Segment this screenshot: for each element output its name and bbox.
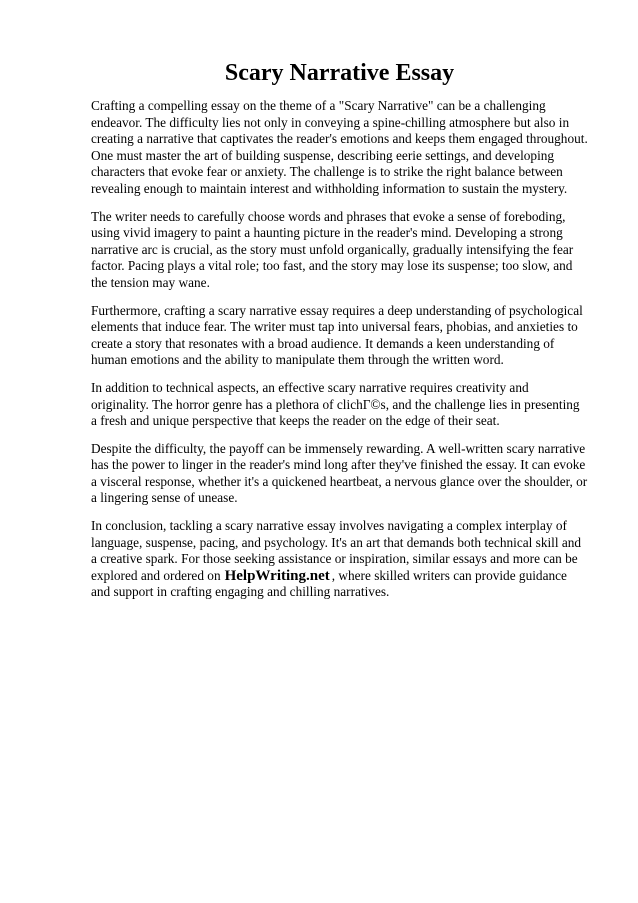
paragraph-1: Crafting a compelling essay on the theme of a "Scary Narrative" can be a challenging endeavor. The difficulty lies not only in conveying a spine-chilling atmosphere but also in creating a narrative that captivates the reader's emotions and keeps them engaged throughout. One must master the art of building suspense, describing eerie settings, and developing characters that evoke fear or anxiety. The challenge is to strike the right balance between revealing enough to maintain interest and withholding information to sustain the mystery. [91,98,588,196]
conclusion-text-before-link: In conclusion, tackling a scary narrative essay involves navigating a complex interplay of language, suspense, pacing, and psychology. It's an art that demands both technical skill and a creative spark. For those seeking assistance or inspiration, similar essays and more can be explored and ordered on [91,518,582,583]
paragraph-4: In addition to technical aspects, an effective scary narrative requires creativity and originality. The horror genre has a plethora of clichГ©s, and the challenge lies in presenting a fresh and unique perspective that keeps the reader on the edge of their seat. [91,379,580,429]
paragraph-5: Despite the difficulty, the payoff can be immensely rewarding. A well-written scary narrative has the power to linger in the reader's mind long after they've finished the essay. It can evoke a visceral response, whether it's a quickened heartbeat, a nervous glance over the shoulder, or a lingering sense of unease. [91,440,588,506]
paragraph-3: Furthermore, crafting a scary narrative essay requires a deep understanding of psychological elements that induce fear. The writer must tap into universal fears, phobias, and anxieties to create a story that resonates with a broad audience. It demands a keen understanding of human emotions and the ability to manipulate them through the written word. [91,302,583,368]
document-title: Scary Narrative Essay [224,60,455,86]
conclusion-paragraph [91,518,588,601]
conclusion-text-after-link: , where skilled writers can provide guidance and support in crafting engaging and chilling narratives. [91,567,567,600]
paragraph-2: The writer needs to carefully choose words and phrases that evoke a sense of foreboding, using vivid imagery to paint a haunting picture in the reader's mind. Developing a strong narrative arc is crucial, as the story must unfold organically, gradually intensifying the fear factor. Pacing plays a vital role; too fast, and the story may lose its suspense; too slow, and the tension may wane. [91,208,574,290]
helpwriting-link[interactable]: HelpWriting.net [224,567,330,584]
